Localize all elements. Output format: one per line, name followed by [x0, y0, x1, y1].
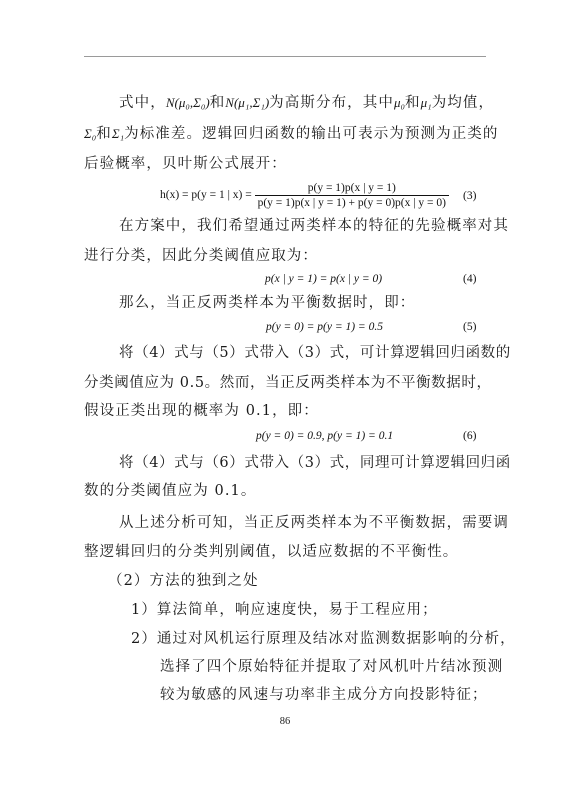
header-rule — [84, 56, 486, 57]
text-line-7: 将（4）式与（5）式带入（3）式，可计算逻辑回归函数的 — [119, 345, 511, 361]
text-line-9: 假设正类出现的概率为 0.1，即： — [84, 403, 319, 419]
text-segment: 为高斯分布，其中 — [269, 95, 394, 111]
equation-6: p(y = 0) = 0.9, p(y = 1) = 0.1 — [256, 430, 394, 442]
text-line-11: 数的分类阈值应为 0.1。 — [84, 483, 257, 499]
math-sigma-1: Σ₁ — [111, 126, 125, 141]
text-line-4: 在方案中，我们希望通过两类样本的特征的先验概率对其 — [119, 218, 509, 234]
text-line-3: 后验概率，贝叶斯公式展开： — [84, 156, 287, 172]
list-item-2: 2）通过对风机运行原理及结冰对监测数据影响的分析， — [131, 631, 516, 647]
text-line-12: 从上述分析可知，当正反两类样本为不平衡数据，需要调 — [119, 515, 509, 531]
equation-5: p(y = 0) = p(y = 1) = 0.5 — [266, 321, 383, 333]
equation-5-number: (5) — [463, 321, 477, 333]
math-mu-1: μ₁ — [420, 95, 432, 110]
text-line-8: 分类阈值应为 0.5。然而，当正反两类样本为不平衡数据时， — [84, 375, 492, 391]
text-line-10: 将（4）式与（6）式带入（3）式，同理可计算逻辑回归函 — [119, 455, 511, 471]
section-heading: （2）方法的独到之处 — [108, 573, 259, 589]
equation-4-number: (4) — [463, 273, 477, 285]
math-gaussian-0: N(μ₀,Σ₀) — [165, 95, 210, 110]
equation-6-number: (6) — [463, 430, 477, 442]
math-sigma-0: Σ₀ — [84, 126, 97, 141]
equation-3 — [160, 182, 449, 209]
math-gaussian-1: N(μ₁,Σ₁) — [225, 95, 270, 110]
text-line-13: 整逻辑回归的分类判别阈值，以适应数据的不平衡性。 — [84, 544, 459, 560]
math-mu-0: μ₀ — [393, 95, 406, 110]
text-line-2 — [84, 123, 499, 145]
text-segment: 和 — [96, 126, 112, 142]
page-number: 86 — [279, 716, 291, 727]
list-item-2-cont-2: 较为敏感的风速与功率非主成分方向投影特征； — [160, 687, 488, 703]
text-line-1 — [119, 92, 494, 114]
equation-3-fraction — [255, 182, 449, 209]
equation-3-number: (3) — [463, 190, 477, 202]
text-segment: 和 — [209, 95, 226, 111]
text-segment: 为均值， — [431, 95, 495, 111]
list-item-1: 1）算法简单，响应速度快，易于工程应用； — [131, 602, 438, 618]
text-segment: 式中， — [119, 95, 166, 111]
equation-3-lhs: h(x) = p(y = 1 | x) = — [160, 189, 252, 202]
text-segment: 为标准差。逻辑回归函数的输出可表示为预测为正类的 — [124, 126, 499, 142]
equation-3-denominator: p(y = 1)p(x | y = 1) + p(y = 0)p(x | y = 0) — [257, 197, 446, 209]
text-segment: 和 — [405, 95, 421, 111]
equation-3-numerator: p(y = 1)p(x | y = 1) — [255, 182, 449, 196]
list-item-2-cont-1: 选择了四个原始特征并提取了对风机叶片结冰预测 — [160, 659, 504, 675]
text-line-5: 进行分类，因此分类阈值应取为： — [84, 248, 318, 264]
text-line-6: 那么，当正反两类样本为平衡数据时，即： — [119, 295, 416, 311]
equation-4: p(x | y = 1) = p(x | y = 0) — [265, 273, 383, 285]
